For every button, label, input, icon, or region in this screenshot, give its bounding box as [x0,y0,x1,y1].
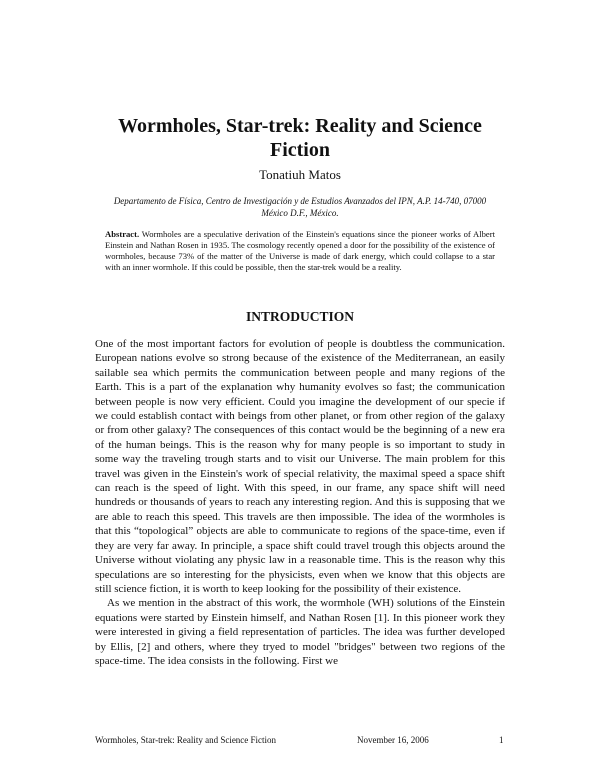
section-heading: INTRODUCTION [245,309,354,324]
author-affiliation: Departamento de Física, Centro de Investigación y de Estudios Avanzados del IPN, A.P. 14-740, 07000 México D.F., México. [113,196,487,218]
body-paragraph: One of the most important factors for evolution of people is doubtless the communication. European nations evolve so strong because of the existence of the Mediterranean, an easily sailable sea which permits the communication between people and many regions of the Earth. This is a part of the explanation why humanity evolves so fast; the communication between people is now very efficient. Could you imagine the development of our specie if we could establish contact with beings from other planet, or from other region of the galaxy or from other galaxy? The consequences of this contact would be the beginning of a new era of the human beings. This is the reason why for many people is so important to study in some way the traveling trough starts and to visit our Universe. The main problem for this travel was given in the Einstein's work of special relativity, the maximal speed a space shift can reach is the speed of light. With this speed, in our frame, any space shift will need hundreds or thousands of years to reach any interesting region. And this is supposing that we are able to reach this speed. This travels are then impossible. The idea of the wormholes is that this “topological” objects are able to communicate to regions of the space-time, even if they are very far away. In principle, a space shift could travel trough this objects around the Universe without violating any physic law in a reasonable time. This is the reason why this speculations are so interesting for the physicists, even when we know that this objects are still science fiction, it is worth to keep looking for the possibility of their existence. [95,338,505,595]
body-paragraph: As we mention in the abstract of this work, the wormhole (WH) solutions of the Einstein equations were started by Einstein himself, and Nathan Rosen [1]. In this pioneer work they were interested in giving a field representation of particles. The idea was further developed by Ellis, [2] and others, where they tryed to model "bridges" between two regions of the space-time. The idea consists in the following. First we [95,597,505,667]
paper-author: Tonatiuh Matos [259,167,341,182]
abstract [105,229,495,273]
footer-title: Wormholes, Star-trek: Reality and Science Fiction [95,735,277,745]
abstract-label: Abstract. [105,229,140,239]
footer-date: November 16, 2006 [357,735,429,745]
abstract-text: Wormholes are a speculative derivation of the Einstein's equations since the pioneer works of Albert Einstein and Nathan Rosen in 1935. The cosmology recently opened a door for the possibility of the existence of wormholes, because 73% of the matter of the Universe is made of dark energy, which could collapse to a star with an inner wormhole. If this could be possible, then the star-trek would be a reality. [105,229,495,272]
paper-title: Wormholes, Star-trek: Reality and Science Fiction [118,115,482,161]
page-number: 1 [499,735,504,745]
body-text [95,337,505,668]
